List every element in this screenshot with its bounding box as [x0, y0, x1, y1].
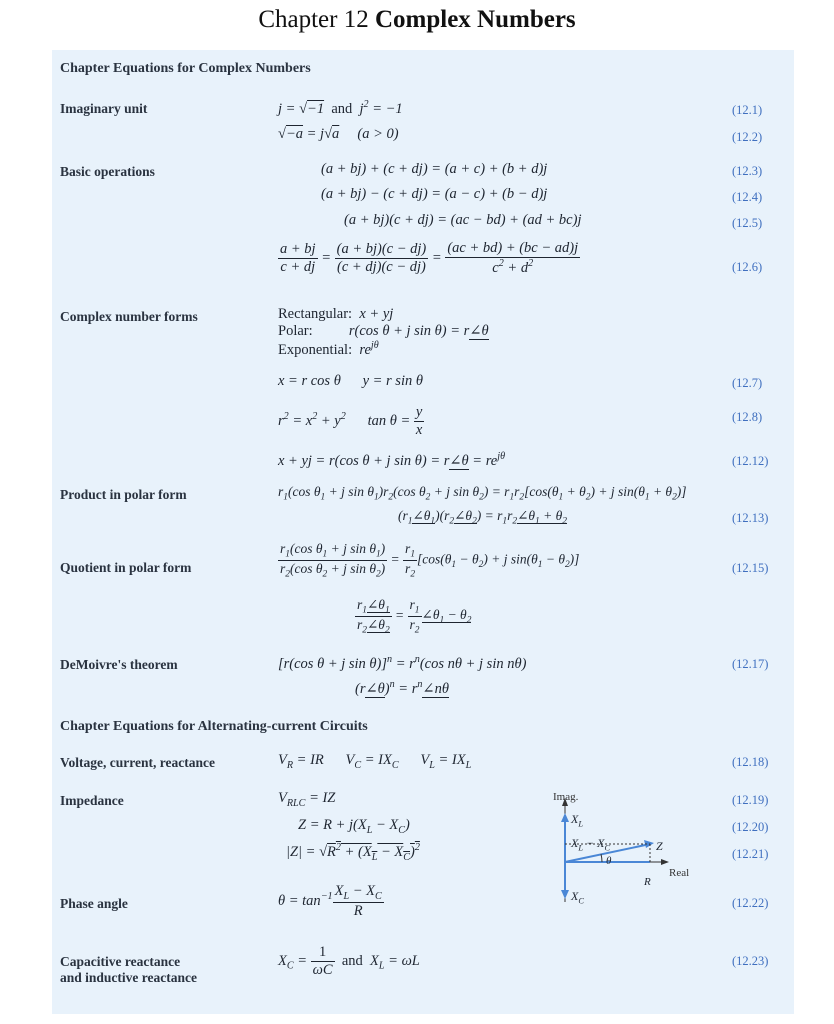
- real-axis-label: Real: [669, 867, 690, 879]
- eq-quotient-polar-angle: $\frac{r_1\angle \theta_1}{r_2\angle \theta_2}$ = $\frac{r_1}{r_2}$ ∠ $\theta_1 - \theta_2$: [355, 597, 471, 635]
- r-label: R: [644, 876, 651, 888]
- theta-label: θ: [606, 855, 612, 867]
- eq-r-squared-tan: $r^2 = x^2 + y^2$ tan θ = $\frac{y}{x}$: [278, 404, 423, 438]
- z-label: Z: [656, 839, 663, 853]
- label-phase-angle: Phase angle: [60, 896, 128, 911]
- xl-minus-xc-label: $X_L - X_C$: [571, 836, 611, 853]
- eq-reactances: $X_C$ = $\frac{1}{\omega C}$ and $X_L = \omega L$: [278, 944, 420, 978]
- xc-vector-head: [561, 890, 569, 899]
- label-capacitive-reactance: Capacitive reactance: [60, 954, 181, 969]
- eq-impedance-magnitude: $|Z| = √R^2 + (X_L - X_C)^2$: [286, 842, 420, 863]
- xl-vector-head: [561, 813, 569, 822]
- label-inductive-reactance: and inductive reactance: [60, 970, 197, 985]
- eq-rectangular-form: Rectangular: x + yj: [278, 306, 394, 322]
- label-quotient-polar: Quotient in polar form: [60, 560, 192, 575]
- eq-number: (12.21): [732, 847, 769, 861]
- xl-label: $X_L$: [571, 812, 584, 829]
- real-axis-arrow: [661, 859, 669, 865]
- eq-number: (12.22): [732, 896, 769, 910]
- eq-number: (12.18): [732, 755, 769, 769]
- eq-subtraction: (a + bj) − (c + dj) = (a − c) + (b − d)j: [321, 186, 548, 202]
- eq-number: (12.19): [732, 793, 769, 807]
- eq-number: (12.12): [732, 454, 769, 468]
- eq-quotient-polar: $\frac{r_1(\cos \theta_1 + j \sin \theta_1)}{r_2(\cos \theta_2 + j \sin \theta_2)}$ = $\frac{r_1}{r_2}$ [$\cos(\theta_1 - \theta_2) + j$ $\sin(\theta_1 - \theta_2)$]: [280, 541, 580, 580]
- label-complex-forms: Complex number forms: [60, 309, 198, 324]
- eq-sqrt-negative: √−a = j√a (a > 0): [278, 126, 399, 142]
- eq-ohms-law: $V_R$ = IR $V_C = IX_C$ $V_L = IX_L$: [278, 752, 472, 771]
- eq-division: $\frac{a + bj}{c + dj}$ = $\frac{(a + bj)(c - dj)}{(c + dj)(c - dj)}$ = $\frac{(ac + bd) + (bc - ad)j}{c^2 + d^2}$: [280, 240, 579, 276]
- eq-product-polar-angle: ($r_1\angle$ $\theta_1)(r_2\angle$ $\theta_2$) = $r_1r_2\angle$ $\theta_1 + \theta_2$: [398, 508, 567, 527]
- section-complex-numbers: Chapter Equations for Complex Numbers: [60, 61, 311, 76]
- eq-exponential-form: Exponential: $re^{j\theta}$: [278, 340, 379, 358]
- section-ac-circuits: Chapter Equations for Alternating-current Circuits: [60, 719, 368, 734]
- eq-demoivre-angle: (r∠ $\theta)^n = r^n\angle$ nθ: [355, 679, 449, 698]
- eq-polar-form: Polar: r(cos θ + j sin θ) = r∠ θ: [278, 323, 489, 340]
- label-product-polar: Product in polar form: [60, 487, 187, 502]
- eq-number: (12.17): [732, 657, 769, 671]
- eq-product-polar: $r_1(\cos$ $\theta_1 + j$ $\sin \theta_1)r_2(\cos$ $\theta_2 + j$ $\sin \theta_2) = r_1r_2[\cos(\theta_1 + \theta_2) + j$ $\sin(\theta_1 + \theta_2)$]: [278, 484, 687, 503]
- eq-phase-angle: $\theta = \tan^{-1}$ $\frac{X_L - X_C}{R}$: [278, 883, 382, 919]
- eq-number: (12.3): [732, 164, 763, 178]
- eq-number: (12.15): [732, 561, 769, 575]
- eq-number: (12.6): [732, 260, 763, 274]
- eq-number: (12.20): [732, 820, 769, 834]
- eq-imaginary-unit: j = √−1 and $j^2 = -1$: [278, 99, 403, 117]
- label-impedance: Impedance: [60, 793, 124, 808]
- label-basic-operations: Basic operations: [60, 164, 155, 179]
- eq-number: (12.2): [732, 130, 763, 144]
- eq-multiplication: (a + bj)(c + dj) = (ac − bd) + (ad + bc)j: [344, 212, 582, 228]
- eq-number: (12.13): [732, 511, 769, 525]
- eq-number: (12.4): [732, 190, 763, 204]
- eq-x-y-components: x = r cos θ y = r sin θ: [278, 373, 423, 389]
- label-demoivre: DeMoivre's theorem: [60, 657, 178, 672]
- eq-number: (12.23): [732, 954, 769, 968]
- eq-number: (12.1): [732, 103, 763, 117]
- impedance-diagram: [540, 786, 710, 911]
- label-imaginary-unit: Imaginary unit: [60, 101, 148, 116]
- xc-label: $X_C$: [571, 889, 584, 906]
- eq-number: (12.7): [732, 376, 763, 390]
- eq-impedance-complex: $Z = R + j(X_L - X_C)$: [298, 817, 410, 836]
- eq-forms-equivalence: x + yj = r(cos θ + j sin θ) = r∠ $\theta = re^{j\theta}$: [278, 451, 505, 470]
- label-voltage-current: Voltage, current, reactance: [60, 755, 215, 770]
- eq-number: (12.5): [732, 216, 763, 230]
- eq-number: (12.8): [732, 410, 763, 424]
- page-title: Chapter 12 Complex Numbers: [258, 6, 576, 33]
- imag-axis-label: Imag.: [553, 791, 579, 803]
- eq-addition: (a + bj) + (c + dj) = (a + c) + (b + d)j: [321, 161, 548, 177]
- eq-impedance-voltage: $V_{RLC}$ = IZ: [278, 790, 336, 809]
- eq-demoivre: [r(cos θ + j $\sin \theta)]^n = r^n(\cos$ nθ + j sin nθ): [278, 654, 527, 672]
